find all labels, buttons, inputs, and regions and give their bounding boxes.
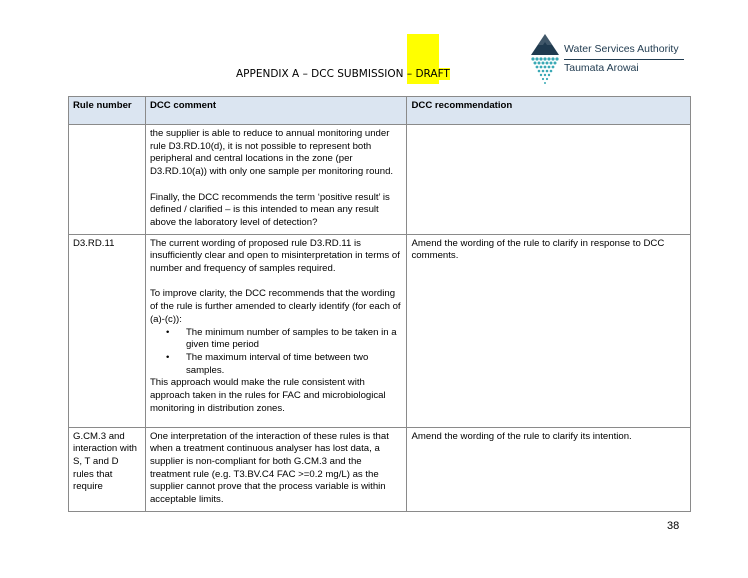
column-header-rule-number: Rule number <box>69 97 146 125</box>
rule-cell: D3.RD.11 <box>69 234 146 427</box>
comment-paragraph: This approach would make the rule consistent with approach taken in the rules for FAC and microbiological monitoring in distribution zones. <box>149 377 386 414</box>
recommendation-cell: Amend the wording of the rule to clarify its intention. <box>407 427 691 511</box>
logo-name-maori: Taumata Arowai <box>564 62 639 74</box>
water-services-authority-logo <box>529 33 689 87</box>
page-number: 38 <box>667 520 680 532</box>
bullet-item: • The maximum interval of time between two samples. <box>186 352 403 377</box>
title-prefix: APPENDIX A – DCC SUBMISSION – <box>236 68 416 80</box>
logo-divider <box>564 59 684 60</box>
comment-paragraph: To improve clarity, the DCC recommends that the wording of the rule is further amended to clearly identify (for each of (a)-(c)): <box>149 288 401 325</box>
recommendation-cell: Amend the wording of the rule to clarify in response to DCC comments. <box>407 234 691 427</box>
rule-cell: G.CM.3 and interaction with S, T and D rules that require <box>69 427 146 511</box>
comment-cell <box>145 125 407 235</box>
logo-mountain-icon <box>529 33 561 85</box>
table-row <box>69 427 691 511</box>
page-title <box>236 68 450 80</box>
table-row <box>69 234 691 427</box>
table-header-row <box>69 97 691 125</box>
table-row <box>69 125 691 235</box>
draft-label: DRAFT <box>415 68 450 80</box>
comment-cell <box>145 427 407 511</box>
comment-paragraph: One interpretation of the interaction of these rules is that when a treatment continuous analyser has lost data, a supplier is non-compliant for both G.CM.3 and the treatment rule (e.g. T3.BV.C4 FAC >=0.2 mg/L) as the supplier cannot prove that the process variable is within acceptable limits. <box>149 430 389 506</box>
bullet-item: • The minimum number of samples to be taken in a given time period <box>186 327 403 352</box>
column-header-dcc-recommendation: DCC recommendation <box>407 97 691 125</box>
recommendation-cell <box>407 125 691 235</box>
comment-paragraph: the supplier is able to reduce to annual monitoring under rule D3.RD.10(d), it is not possible to represent both peripheral and central locations in the zone (per D3.RD.10(a)) with only one sample per monitoring round. <box>149 128 394 178</box>
logo-name-english: Water Services Authority <box>564 43 679 55</box>
column-header-dcc-comment: DCC comment <box>145 97 407 125</box>
comment-paragraph: Finally, the DCC recommends the term ‘positive result’ is defined / clarified – is this intended to mean any result above the laboratory level of detection? <box>149 191 390 228</box>
comment-cell <box>145 234 407 427</box>
dcc-submission-table <box>68 96 691 512</box>
comment-paragraph: The current wording of proposed rule D3.RD.11 is insufficiently clear and open to misinterpretation in terms of number and frequency of samples required. <box>149 237 400 275</box>
rule-cell <box>69 125 146 235</box>
bullet-list <box>150 327 403 378</box>
